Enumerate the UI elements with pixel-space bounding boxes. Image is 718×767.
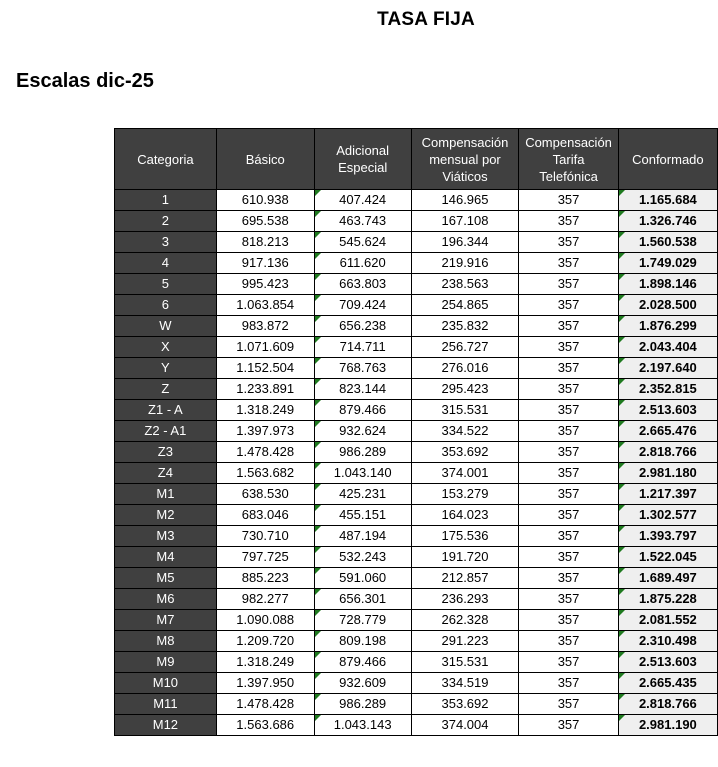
cell-categoria: 6	[115, 295, 217, 316]
cell-conformado: 2.818.766	[618, 442, 717, 463]
cell-tarifa: 357	[519, 673, 618, 694]
cell-tarifa: 357	[519, 253, 618, 274]
cell-adicional: 714.711	[314, 337, 411, 358]
cell-categoria: M6	[115, 589, 217, 610]
cell-categoria: M3	[115, 526, 217, 547]
header-basico: Básico	[216, 129, 314, 190]
cell-conformado: 2.665.476	[618, 421, 717, 442]
cell-conformado: 1.875.228	[618, 589, 717, 610]
cell-adicional: 823.144	[314, 379, 411, 400]
table-row	[115, 694, 718, 715]
cell-tarifa: 357	[519, 568, 618, 589]
cell-basico: 1.209.720	[216, 631, 314, 652]
cell-basico: 1.152.504	[216, 358, 314, 379]
cell-basico: 1.233.891	[216, 379, 314, 400]
cell-adicional: 932.624	[314, 421, 411, 442]
cell-categoria: W	[115, 316, 217, 337]
cell-adicional: 463.743	[314, 211, 411, 232]
table-row	[115, 610, 718, 631]
cell-viaticos: 276.016	[411, 358, 519, 379]
cell-adicional: 663.803	[314, 274, 411, 295]
cell-viaticos: 212.857	[411, 568, 519, 589]
table-row	[115, 526, 718, 547]
cell-adicional: 986.289	[314, 442, 411, 463]
cell-conformado: 1.326.746	[618, 211, 717, 232]
cell-viaticos: 334.519	[411, 673, 519, 694]
cell-basico: 1.071.609	[216, 337, 314, 358]
cell-categoria: 2	[115, 211, 217, 232]
cell-viaticos: 164.023	[411, 505, 519, 526]
cell-tarifa: 357	[519, 463, 618, 484]
cell-tarifa: 357	[519, 715, 618, 736]
cell-viaticos: 153.279	[411, 484, 519, 505]
cell-viaticos: 315.531	[411, 400, 519, 421]
table-body	[115, 190, 718, 736]
table-row	[115, 652, 718, 673]
table-row	[115, 358, 718, 379]
table-row	[115, 673, 718, 694]
cell-basico: 610.938	[216, 190, 314, 211]
cell-viaticos: 191.720	[411, 547, 519, 568]
cell-categoria: M7	[115, 610, 217, 631]
cell-categoria: M5	[115, 568, 217, 589]
cell-basico: 885.223	[216, 568, 314, 589]
cell-tarifa: 357	[519, 232, 618, 253]
table-row	[115, 589, 718, 610]
table-row	[115, 442, 718, 463]
cell-tarifa: 357	[519, 190, 618, 211]
cell-tarifa: 357	[519, 211, 618, 232]
cell-conformado: 1.393.797	[618, 526, 717, 547]
cell-tarifa: 357	[519, 379, 618, 400]
cell-viaticos: 315.531	[411, 652, 519, 673]
cell-categoria: M1	[115, 484, 217, 505]
cell-categoria: X	[115, 337, 217, 358]
cell-conformado: 2.197.640	[618, 358, 717, 379]
cell-viaticos: 256.727	[411, 337, 519, 358]
cell-conformado: 1.560.538	[618, 232, 717, 253]
cell-categoria: Y	[115, 358, 217, 379]
cell-basico: 983.872	[216, 316, 314, 337]
cell-conformado: 2.665.435	[618, 673, 717, 694]
header-compensacion-viaticos: Compensación mensual por Viáticos	[411, 129, 519, 190]
table-header	[115, 129, 718, 190]
cell-categoria: M9	[115, 652, 217, 673]
table-row	[115, 568, 718, 589]
table-row	[115, 505, 718, 526]
cell-viaticos: 334.522	[411, 421, 519, 442]
cell-categoria: Z	[115, 379, 217, 400]
table-row	[115, 211, 718, 232]
cell-viaticos: 291.223	[411, 631, 519, 652]
table-row	[115, 316, 718, 337]
cell-adicional: 986.289	[314, 694, 411, 715]
cell-tarifa: 357	[519, 442, 618, 463]
cell-basico: 730.710	[216, 526, 314, 547]
cell-viaticos: 374.004	[411, 715, 519, 736]
cell-conformado: 2.352.815	[618, 379, 717, 400]
cell-adicional: 709.424	[314, 295, 411, 316]
cell-conformado: 1.898.146	[618, 274, 717, 295]
table-row	[115, 295, 718, 316]
cell-categoria: M8	[115, 631, 217, 652]
cell-basico: 1.318.249	[216, 400, 314, 421]
cell-conformado: 1.302.577	[618, 505, 717, 526]
cell-tarifa: 357	[519, 505, 618, 526]
cell-adicional: 768.763	[314, 358, 411, 379]
cell-viaticos: 167.108	[411, 211, 519, 232]
table-row	[115, 253, 718, 274]
header-conformado: Conformado	[618, 129, 717, 190]
cell-categoria: Z4	[115, 463, 217, 484]
cell-categoria: 1	[115, 190, 217, 211]
cell-viaticos: 219.916	[411, 253, 519, 274]
table-row	[115, 232, 718, 253]
cell-basico: 695.538	[216, 211, 314, 232]
cell-tarifa: 357	[519, 295, 618, 316]
cell-conformado: 2.043.404	[618, 337, 717, 358]
cell-conformado: 1.749.029	[618, 253, 717, 274]
cell-tarifa: 357	[519, 400, 618, 421]
cell-categoria: M10	[115, 673, 217, 694]
cell-tarifa: 357	[519, 631, 618, 652]
cell-adicional: 425.231	[314, 484, 411, 505]
cell-adicional: 591.060	[314, 568, 411, 589]
table-row	[115, 715, 718, 736]
header-compensacion-tarifa: Compensación Tarifa Telefónica	[519, 129, 618, 190]
cell-tarifa: 357	[519, 421, 618, 442]
cell-conformado: 2.981.190	[618, 715, 717, 736]
cell-viaticos: 175.536	[411, 526, 519, 547]
cell-basico: 1.478.428	[216, 694, 314, 715]
page-title: TASA FIJA	[377, 9, 475, 30]
cell-categoria: M11	[115, 694, 217, 715]
cell-basico: 1.397.973	[216, 421, 314, 442]
table-row	[115, 190, 718, 211]
cell-basico: 638.530	[216, 484, 314, 505]
cell-conformado: 1.876.299	[618, 316, 717, 337]
cell-categoria: M2	[115, 505, 217, 526]
scale-subtitle: Escalas dic-25	[16, 70, 154, 92]
cell-adicional: 809.198	[314, 631, 411, 652]
table-row	[115, 463, 718, 484]
cell-conformado: 2.818.766	[618, 694, 717, 715]
cell-tarifa: 357	[519, 547, 618, 568]
table-row	[115, 631, 718, 652]
cell-conformado: 2.981.180	[618, 463, 717, 484]
cell-basico: 818.213	[216, 232, 314, 253]
header-categoria: Categoria	[115, 129, 217, 190]
cell-tarifa: 357	[519, 526, 618, 547]
cell-tarifa: 357	[519, 589, 618, 610]
cell-adicional: 611.620	[314, 253, 411, 274]
cell-basico: 1.090.088	[216, 610, 314, 631]
header-row	[115, 129, 718, 190]
cell-categoria: Z2 - A1	[115, 421, 217, 442]
cell-tarifa: 357	[519, 337, 618, 358]
cell-viaticos: 236.293	[411, 589, 519, 610]
cell-basico: 982.277	[216, 589, 314, 610]
cell-adicional: 487.194	[314, 526, 411, 547]
cell-tarifa: 357	[519, 652, 618, 673]
cell-conformado: 1.217.397	[618, 484, 717, 505]
cell-conformado: 2.310.498	[618, 631, 717, 652]
cell-basico: 1.397.950	[216, 673, 314, 694]
cell-viaticos: 353.692	[411, 694, 519, 715]
cell-basico: 1.478.428	[216, 442, 314, 463]
cell-adicional: 656.238	[314, 316, 411, 337]
cell-viaticos: 235.832	[411, 316, 519, 337]
table-row	[115, 337, 718, 358]
cell-tarifa: 357	[519, 484, 618, 505]
table-row	[115, 421, 718, 442]
table-row	[115, 379, 718, 400]
cell-categoria: M12	[115, 715, 217, 736]
salary-scale-table	[114, 128, 718, 736]
header-adicional-especial: Adicional Especial	[314, 129, 411, 190]
cell-adicional: 545.624	[314, 232, 411, 253]
table-row	[115, 547, 718, 568]
cell-adicional: 728.779	[314, 610, 411, 631]
cell-viaticos: 353.692	[411, 442, 519, 463]
cell-categoria: M4	[115, 547, 217, 568]
cell-tarifa: 357	[519, 274, 618, 295]
cell-adicional: 879.466	[314, 400, 411, 421]
cell-tarifa: 357	[519, 610, 618, 631]
cell-conformado: 1.165.684	[618, 190, 717, 211]
cell-viaticos: 295.423	[411, 379, 519, 400]
cell-adicional: 407.424	[314, 190, 411, 211]
cell-conformado: 1.522.045	[618, 547, 717, 568]
cell-tarifa: 357	[519, 694, 618, 715]
cell-conformado: 2.028.500	[618, 295, 717, 316]
table-row	[115, 274, 718, 295]
cell-categoria: Z3	[115, 442, 217, 463]
cell-categoria: 3	[115, 232, 217, 253]
cell-conformado: 2.081.552	[618, 610, 717, 631]
cell-viaticos: 254.865	[411, 295, 519, 316]
cell-basico: 797.725	[216, 547, 314, 568]
cell-basico: 1.318.249	[216, 652, 314, 673]
cell-basico: 1.563.682	[216, 463, 314, 484]
cell-conformado: 1.689.497	[618, 568, 717, 589]
cell-conformado: 2.513.603	[618, 400, 717, 421]
cell-adicional: 1.043.140	[314, 463, 411, 484]
cell-viaticos: 374.001	[411, 463, 519, 484]
cell-adicional: 932.609	[314, 673, 411, 694]
cell-basico: 1.063.854	[216, 295, 314, 316]
cell-categoria: 4	[115, 253, 217, 274]
cell-viaticos: 146.965	[411, 190, 519, 211]
cell-categoria: Z1 - A	[115, 400, 217, 421]
cell-basico: 1.563.686	[216, 715, 314, 736]
table-row	[115, 400, 718, 421]
cell-viaticos: 262.328	[411, 610, 519, 631]
cell-basico: 995.423	[216, 274, 314, 295]
cell-viaticos: 196.344	[411, 232, 519, 253]
cell-basico: 683.046	[216, 505, 314, 526]
cell-adicional: 879.466	[314, 652, 411, 673]
table-row	[115, 484, 718, 505]
cell-adicional: 455.151	[314, 505, 411, 526]
cell-tarifa: 357	[519, 358, 618, 379]
cell-adicional: 656.301	[314, 589, 411, 610]
cell-adicional: 1.043.143	[314, 715, 411, 736]
cell-viaticos: 238.563	[411, 274, 519, 295]
cell-categoria: 5	[115, 274, 217, 295]
cell-adicional: 532.243	[314, 547, 411, 568]
cell-basico: 917.136	[216, 253, 314, 274]
cell-conformado: 2.513.603	[618, 652, 717, 673]
cell-tarifa: 357	[519, 316, 618, 337]
